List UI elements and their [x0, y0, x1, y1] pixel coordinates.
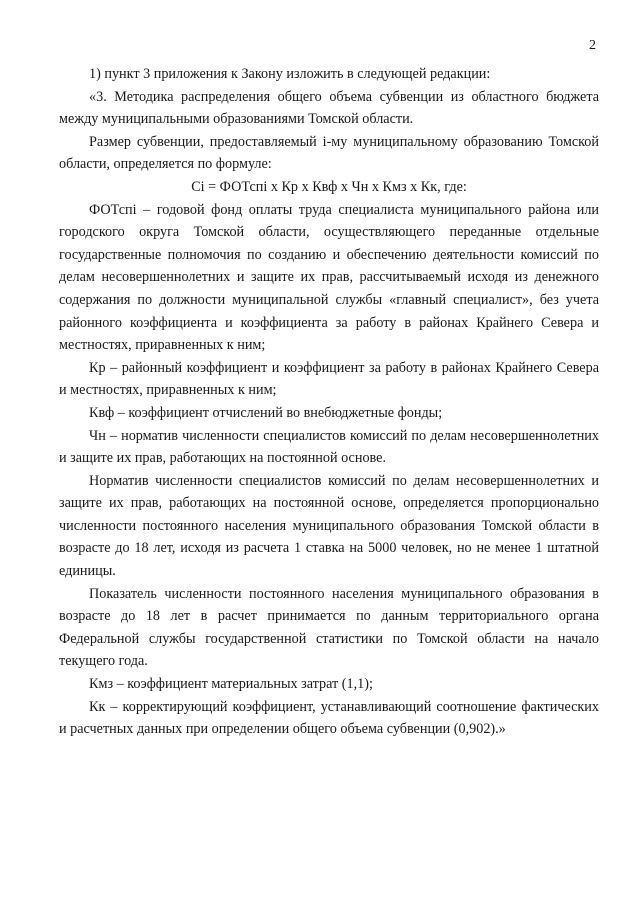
document-body	[59, 63, 599, 741]
paragraph-kk-definition: Кк – корректирующий коэффициент, устанавливающий соотношение фактических и расчетных данных при определении общего объема субвенции (0,902).»	[59, 698, 599, 738]
paragraph-fot-definition: ФОТспi – годовой фонд оплаты труда специалиста муниципального района или городского округа Томской области, осуществляющего переданные отдельные государственные полномочия по созданию и обеспечению деятельности комиссий по делам несовершеннолетних и защите их прав, рассчитываемый исходя из денежного содержания по должности муниципальной службы «главный специалист», без учета районного коэффициента и коэффициента за работу в районах Крайнего Севера и местностях, приравненных к ним;	[59, 201, 599, 354]
paragraph-population-indicator: Показатель численности постоянного населения муниципального образования в возрасте до 18 лет в расчет принимается по данным территориального органа Федеральной службы государственной статистики по Томской области на начало текущего года.	[59, 585, 599, 670]
paragraph-kmz-definition: Кмз – коэффициент материальных затрат (1,1);	[89, 676, 373, 693]
paragraph-staffing-norm: Норматив численности специалистов комиссий по делам несовершеннолетних и защите их прав, работающих на постоянной основе, определяется пропорционально численности постоянного населения муниципального образования Томской области в возрасте до 18 лет, исходя из расчета 1 ставка на 5000 человек, но не менее 1 штатной единицы.	[59, 472, 599, 580]
paragraph-amendment-intro: 1) пункт 3 приложения к Закону изложить в следующей редакции:	[89, 66, 491, 82]
paragraph-kr-definition: Кр – районный коэффициент и коэффициент за работу в районах Крайнего Севера и местностях, приравненных к ним;	[59, 359, 599, 399]
formula: Сi = ФОТспi х Кр х Квф х Чн х Кмз х Кк, где:	[191, 178, 467, 195]
paragraph-chn-definition: Чн – норматив численности специалистов комиссий по делам несовершеннолетних и защите их прав, работающих на постоянной основе.	[59, 427, 599, 467]
paragraph-methodology-title: «3. Методика распределения общего объема субвенции из областного бюджета между муниципальными образованиями Томской области.	[59, 88, 599, 128]
page-number: 2	[589, 38, 596, 53]
paragraph-kvf-definition: Квф – коэффициент отчислений во внебюджетные фонды;	[89, 404, 443, 421]
paragraph-formula-intro: Размер субвенции, предоставляемый i-му муниципальному образованию Томской области, определяется по формуле:	[59, 133, 599, 173]
